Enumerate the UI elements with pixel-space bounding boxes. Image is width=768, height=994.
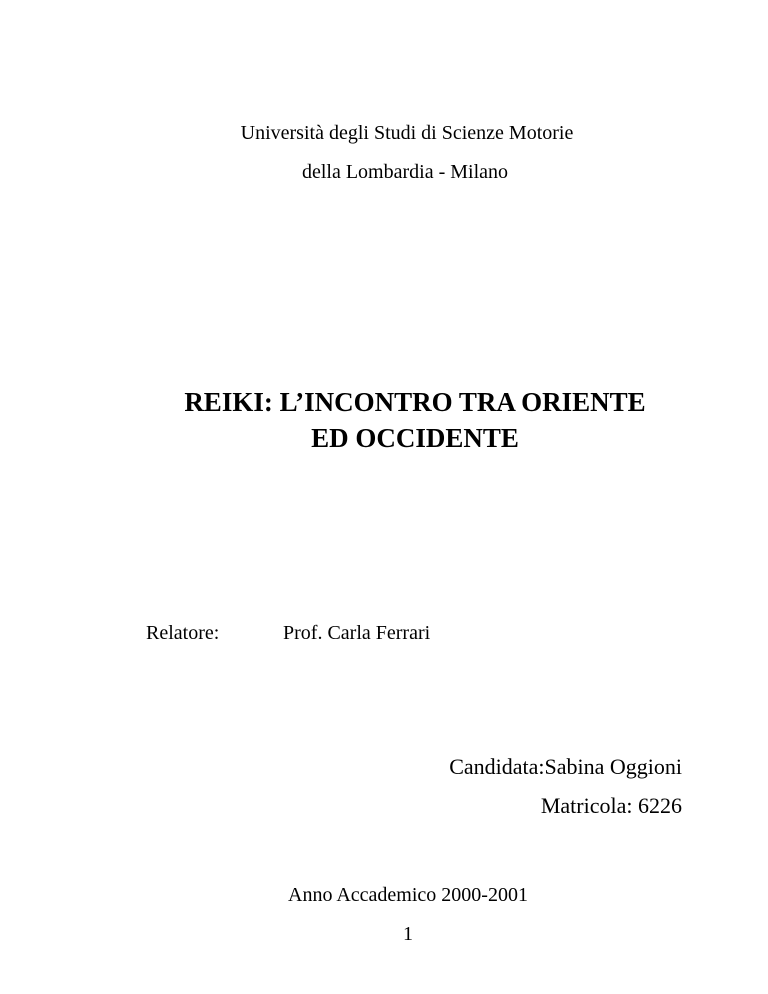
page-number-container <box>0 922 768 946</box>
thesis-title-line2: ED OCCIDENTE <box>311 423 519 453</box>
academic-year: Anno Accademico 2000-2001 <box>288 884 528 906</box>
matricola-line: Matricola: 6226 <box>540 793 682 818</box>
candidata-line: Candidata:Sabina Oggioni <box>449 754 682 779</box>
relatore-name: Prof. Carla Ferrari <box>283 622 431 644</box>
university-name: Università degli Studi di Scienze Motorie <box>240 122 574 144</box>
page-number: 1 <box>403 923 413 945</box>
academic-year-container <box>0 883 768 907</box>
thesis-title-line1: REIKI: L’INCONTRO TRA ORIENTE <box>184 387 646 417</box>
relatore-label: Relatore: <box>146 622 220 644</box>
university-location: della Lombardia - Milano <box>301 161 509 183</box>
